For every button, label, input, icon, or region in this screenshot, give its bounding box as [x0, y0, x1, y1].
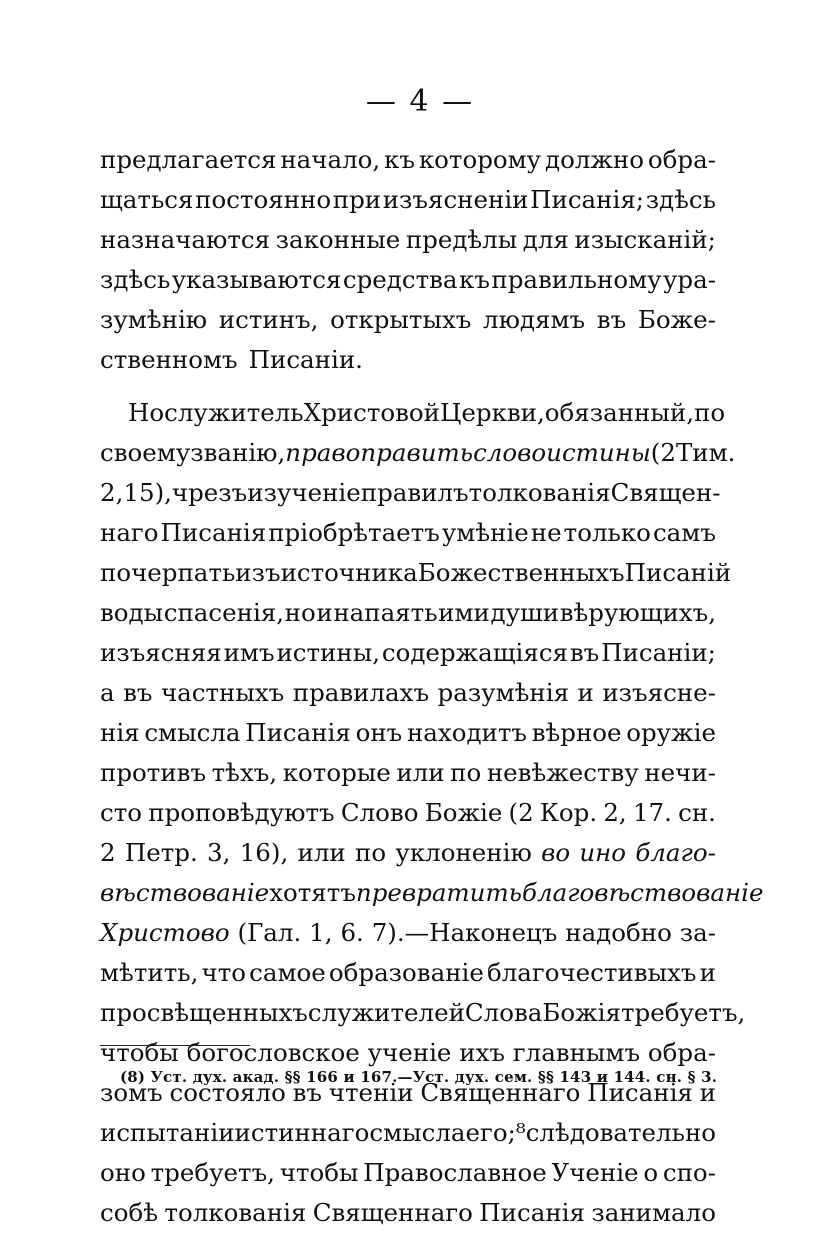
word: въ: [596, 305, 627, 334]
word: здѣсь: [100, 265, 171, 294]
word: Боже-: [637, 305, 716, 334]
word: самое: [249, 958, 326, 987]
word: ственномъ: [100, 345, 238, 374]
word: въ: [569, 638, 600, 667]
word: Писаній: [624, 558, 732, 587]
word: надобно: [565, 918, 672, 947]
word: указываются: [171, 265, 342, 294]
word: изъ: [235, 558, 281, 587]
word: править: [360, 438, 474, 467]
word: уклоненію: [395, 838, 532, 867]
word: Слово: [340, 798, 419, 827]
word: богословское: [186, 1038, 360, 1067]
word: изъясне-: [602, 678, 716, 707]
word: Божія: [542, 998, 621, 1027]
text-line: [100, 300, 716, 340]
text-line: [100, 140, 716, 180]
word: источника: [280, 558, 418, 587]
word: напаять: [333, 598, 438, 627]
word: щаться: [100, 185, 194, 214]
word: истины: [546, 438, 651, 467]
word: или: [297, 838, 346, 867]
word: смысла: [144, 718, 241, 747]
footnote-rule: [100, 1045, 250, 1046]
word: правильному: [491, 265, 662, 294]
word: а: [100, 678, 115, 707]
word: ура-: [663, 265, 716, 294]
word: 15),: [123, 478, 172, 507]
word: чтобы: [100, 1038, 179, 1067]
word: Писанія: [160, 518, 267, 547]
word: Священ-: [610, 478, 721, 507]
word: къ: [459, 265, 490, 294]
word: во: [541, 838, 571, 867]
word: (2: [508, 798, 534, 827]
text-line: [100, 953, 716, 993]
word: обра-: [647, 1038, 716, 1067]
word: Божественныхъ: [417, 558, 625, 587]
word: превратить: [355, 878, 523, 907]
word: испытаніи: [100, 1118, 235, 1147]
word: Писанія: [587, 1078, 693, 1107]
word: благовѣствованіе: [522, 878, 764, 907]
word: 7).—Наконецъ: [371, 918, 558, 947]
word: разумѣнія: [437, 678, 570, 707]
word: средства: [342, 265, 458, 294]
word: 16),: [239, 838, 289, 867]
word: (Гал.: [237, 918, 302, 947]
word: 2,: [100, 478, 124, 507]
text-line: [100, 673, 716, 713]
text-line: [100, 553, 732, 593]
text-line: [100, 1193, 716, 1233]
word: 3,: [207, 838, 231, 867]
word: за-: [679, 918, 716, 947]
word: нія: [100, 718, 140, 747]
word: вѣствованіе: [100, 878, 270, 907]
word: Но: [128, 398, 165, 427]
text-line: [128, 393, 726, 433]
word: которому: [418, 145, 542, 174]
word: самъ: [652, 518, 716, 547]
word: Священнаго: [420, 1078, 581, 1107]
word: Кор.: [539, 798, 598, 827]
word: благочестивыхъ: [486, 958, 697, 987]
word: пріобрѣтаетъ: [268, 518, 440, 547]
word: 17.: [632, 798, 672, 827]
word: частныхъ: [160, 678, 285, 707]
word: вѣрное: [531, 718, 622, 747]
word: вѣрующихъ,: [559, 598, 716, 627]
word: смысла: [369, 1118, 466, 1147]
word: спо-: [662, 1158, 716, 1187]
word: и: [316, 598, 333, 627]
word: 2,: [603, 798, 627, 827]
word: Писаніи.: [248, 345, 363, 374]
text-line: [100, 220, 716, 260]
word: по: [450, 758, 482, 787]
word: Слова: [464, 998, 543, 1027]
text-line: [100, 793, 716, 833]
word: слово: [473, 438, 547, 467]
word: толкованія: [164, 1198, 307, 1227]
footnote: (8) Уст. дух. акад. §§ 166 и 167.—Уст. дух. сем. §§ 143 и 144. сн. § 3.: [120, 1068, 718, 1086]
word: невѣжеству: [486, 758, 639, 787]
text-line: [100, 873, 764, 913]
word: ихъ: [459, 1038, 505, 1067]
word: Божіе: [424, 798, 503, 827]
word: состояло: [169, 1078, 286, 1107]
word: Писанія: [479, 1198, 585, 1227]
word: Ученіе: [551, 1158, 639, 1187]
word: нечи-: [644, 758, 716, 787]
word: ими: [438, 598, 490, 627]
word: о: [643, 1158, 659, 1187]
word: сто: [100, 798, 143, 827]
word: воды: [100, 598, 164, 627]
text-line: [100, 913, 716, 953]
word: здѣсь: [645, 185, 716, 214]
page-number: — 4 —: [365, 84, 475, 119]
word: слѣдовательно: [525, 1118, 717, 1147]
word: благо-: [635, 838, 716, 867]
text-line: [100, 633, 716, 673]
word: 2: [100, 838, 116, 867]
word: къ: [384, 145, 415, 174]
word: хотятъ: [269, 878, 356, 907]
text-line: [100, 593, 716, 633]
word: образованіе: [328, 958, 484, 987]
word: законные: [275, 225, 401, 254]
word: что: [201, 958, 247, 987]
word: его;⁸: [465, 1118, 526, 1147]
word: и: [699, 958, 716, 987]
word: Христово: [100, 918, 230, 947]
word: изъясненіи: [382, 185, 529, 214]
word: главнымъ: [512, 1038, 641, 1067]
word: чтеніи: [328, 1078, 414, 1107]
word: людямъ: [483, 305, 586, 334]
word: Православное: [363, 1158, 547, 1187]
word: право: [285, 438, 361, 467]
text-line: [100, 473, 721, 513]
word: въ: [292, 1078, 322, 1107]
text-line: [100, 993, 746, 1033]
word: для: [522, 225, 569, 254]
word: умѣніе: [441, 518, 529, 547]
word: мѣтить,: [100, 958, 199, 987]
word: (2: [650, 438, 676, 467]
word: званію,: [190, 438, 286, 467]
word: или: [396, 758, 445, 787]
text-line: [100, 1113, 716, 1153]
word: Церкви,: [440, 398, 545, 427]
word: толкованія: [468, 478, 611, 507]
word: изученіе: [247, 478, 361, 507]
text-line: [100, 833, 716, 873]
text-line: [100, 513, 716, 553]
word: тѣхъ,: [211, 758, 278, 787]
word: изысканій;: [574, 225, 716, 254]
word: просвѣщенныхъ: [100, 998, 308, 1027]
word: требуетъ,: [150, 1158, 275, 1187]
text-line: [100, 753, 716, 793]
word: не: [530, 518, 562, 547]
word: только: [563, 518, 651, 547]
word: Писанія: [245, 718, 351, 747]
word: предѣлы: [405, 225, 518, 254]
word: по: [355, 838, 387, 867]
word: въ: [123, 678, 153, 707]
word: своему: [100, 438, 191, 467]
word: по: [694, 398, 726, 427]
word: Тим.: [675, 438, 736, 467]
word: постоянно: [195, 185, 332, 214]
word: оружіе: [626, 718, 716, 747]
word: собѣ: [100, 1198, 158, 1227]
word: истиннаго: [234, 1118, 370, 1147]
word: ино: [579, 838, 627, 867]
word: наго: [100, 518, 159, 547]
word: при: [332, 185, 382, 214]
word: ученіе: [367, 1038, 452, 1067]
word: требуетъ,: [620, 998, 746, 1027]
text-line: [100, 340, 716, 380]
word: содержащіяся: [381, 638, 569, 667]
word: предлагается: [100, 145, 277, 174]
word: но: [284, 598, 316, 627]
word: проповѣдуютъ: [148, 798, 335, 827]
word: и: [577, 678, 594, 707]
word: истины,: [276, 638, 380, 667]
word: находитъ: [406, 718, 527, 747]
text-line: [100, 180, 716, 220]
text-line: [100, 433, 736, 473]
word: и: [699, 1078, 716, 1107]
word: Петр.: [124, 838, 198, 867]
word: Писаніи;: [601, 638, 716, 667]
word: имъ: [223, 638, 275, 667]
word: зумѣнію: [100, 305, 208, 334]
word: чрезъ: [171, 478, 248, 507]
word: зомъ: [100, 1078, 163, 1107]
word: обязанный,: [544, 398, 694, 427]
text-line: [100, 1153, 716, 1193]
word: открытыхъ: [330, 305, 472, 334]
text-line: [100, 260, 716, 300]
word: служителей: [307, 998, 465, 1027]
word: 6.: [340, 918, 364, 947]
word: Священнаго: [312, 1198, 473, 1227]
word: души: [490, 598, 560, 627]
word: чтобы: [279, 1158, 359, 1187]
word: изъясняя: [100, 638, 222, 667]
word: почерпать: [100, 558, 236, 587]
text-line: [100, 713, 716, 753]
word: правилъ: [360, 478, 469, 507]
word: которые: [282, 758, 391, 787]
word: спасенія,: [163, 598, 285, 627]
word: должно: [544, 145, 645, 174]
word: сн.: [678, 798, 716, 827]
word: правилахъ: [292, 678, 430, 707]
word: обра-: [647, 145, 716, 174]
word: начало,: [280, 145, 381, 174]
word: 1,: [309, 918, 333, 947]
word: занимало: [591, 1198, 716, 1227]
word: служитель: [164, 398, 304, 427]
word: оно: [100, 1158, 146, 1187]
word: онъ: [355, 718, 403, 747]
word: Писанія;: [530, 185, 645, 214]
word: истинъ,: [218, 305, 319, 334]
word: назначаются: [100, 225, 271, 254]
word: Христовой: [303, 398, 441, 427]
word: противъ: [100, 758, 207, 787]
